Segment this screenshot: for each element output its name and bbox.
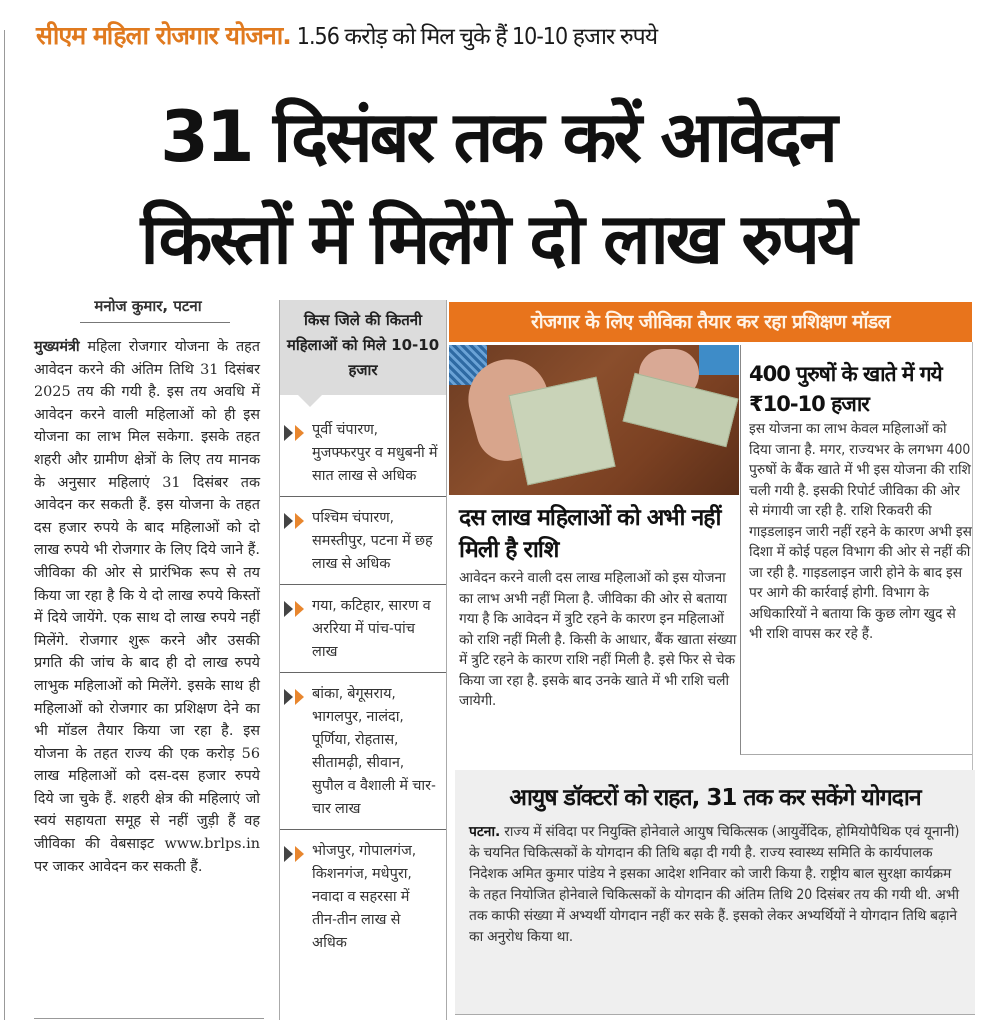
- headline-line-1: 31 दिसंबर तक करें आवेदन: [160, 96, 835, 178]
- chevron-double-right-icon: [284, 595, 312, 664]
- main-story: [34, 336, 260, 878]
- sidebox-title: किस जिले की कितनी महिलाओं को मिले 10-10 हजार: [280, 300, 446, 395]
- story-body: आवेदन करने वाली दस लाख महिलाओं को इस योजना का लाभ अभी नहीं मिला है. जीविका की ओर से बताया गया है कि आवेदन में त्रुटि रहने के कारण इन महिलाओं को राशि नहीं मिली है. किसी के आधार, बैंक खाता संख्या में त्रुटि रहने के कारण राशि नहीं मिली है. इसे फिर से चेक किया जा रहा है. इसके बाद उनके खाते में भी राशि चली जायेगी.: [459, 570, 737, 709]
- currency-note-illustration: [623, 373, 739, 447]
- main-story-lead: मुख्यमंत्री: [34, 339, 80, 355]
- currency-note-illustration: [508, 377, 615, 486]
- story-unpaid-women: [459, 502, 739, 712]
- list-item: पूर्वी चंपारण, मुजफ्फरपुर व मधुबनी में सात लाख से अधिक: [280, 413, 446, 497]
- list-item: बांका, बेगूसराय, भागलपुर, नालंदा, पूर्णिया, रोहतास, सीतामढ़ी, सीवान, सुपौल व वैशाली में चार-चार लाख: [280, 677, 446, 830]
- story-headline: 400 पुरुषों के खाते में गये ₹10-10 हजार: [749, 362, 942, 416]
- currency-photo: [449, 345, 739, 495]
- kicker-text: 1.56 करोड़ को मिल चुके हैं 10-10 हजार रुपये: [296, 24, 658, 50]
- story-men-accounts: [740, 345, 972, 755]
- section-banner: रोजगार के लिए जीविका तैयार कर रहा प्रशिक्षण मॉडल: [449, 302, 972, 342]
- story-headline: आयुष डॉक्टरों को राहत, 31 तक कर सकेंगे योगदान: [509, 785, 921, 811]
- byline-divider: [80, 322, 230, 323]
- kicker-label: सीएम महिला रोजगार योजना.: [36, 21, 291, 50]
- chevron-double-right-icon: [284, 419, 312, 488]
- story-ayush-doctors: [455, 770, 975, 1015]
- story-dateline: पटना.: [469, 824, 501, 840]
- kicker: [36, 18, 986, 64]
- column-divider: [972, 342, 973, 772]
- story-body: पटना. राज्य में संविदा पर नियुक्ति होनेवाले आयुष चिकित्सक (आयुर्वेदिक, होमियोपैथिक एवं यूनानी) के चयनित चिकित्सकों के योगदान की तिथि बढ़ा दी गयी है. राज्य स्वास्थ्य समिति के कार्यपालक निदेशक अमित कुमार पांडेय ने इसका आदेश शनिवार को जारी किया है. राष्ट्रीय बाल सुरक्षा कार्यक्रम के तहत नियोजित होनेवाले चिकित्सकों के योगदान की अंतिम तिथि 20 दिसंबर तय की गयी थी. अभी तक काफी संख्या में अभ्यर्थी योगदान नहीं कर सके हैं. इसको लेकर अभ्यर्थियों ने योगदान तिथि बढ़ाने का अनुरोध किया था.: [469, 824, 960, 945]
- headline-line-2: किस्तों में मिलेंगे दो लाख रुपये: [140, 198, 855, 280]
- column-divider: [34, 1018, 264, 1019]
- byline: मनोज कुमार, पटना: [94, 297, 202, 315]
- chevron-double-right-icon: [284, 840, 312, 955]
- story-headline: दस लाख महिलाओं को अभी नहीं मिली है राशि: [459, 505, 721, 563]
- sidebox-list: [280, 395, 446, 963]
- chevron-double-right-icon: [284, 683, 312, 821]
- district-sidebox: [279, 300, 447, 1020]
- list-item: भोजपुर, गोपालगंज, किशनगंज, मधेपुरा, नवादा व सहरसा में तीन-तीन लाख से अधिक: [280, 834, 446, 963]
- story-body: इस योजना का लाभ केवल महिलाओं को दिया जाना है. मगर, राज्यभर के लगभग 400 पुरुषों के बैंक खाते में भी इस योजना की राशि चली गयी है. इसकी रिपोर्ट जीविका की ओर से मंगायी जा रही है. राशि रिकवरी की गाइडलाइन जारी नहीं रहने के कारण अभी इस दिशा में कोई पहल विभाग की ओर से नहीं की जा रही है. गाइडलाइन जारी होने के बाद इस पर आगे की कार्रवाई होगी. विभाग के अधिकारियों ने बताया कि कुछ लोग खुद से भी राशि वापस कर रहे हैं.: [749, 421, 972, 642]
- list-item: पश्चिम चंपारण, समस्तीपुर, पटना में छह लाख से अधिक: [280, 501, 446, 585]
- chevron-double-right-icon: [284, 507, 312, 576]
- main-story-body: महिला रोजगार योजना के तहत आवेदन करने की अंतिम तिथि 31 दिसंबर 2025 तय की गयी है. इस तय अवधि में आवेदन करने वाली महिलाओं को ही इस योजना का लाभ मिल सकेगा. इसके तहत शहरी और ग्रामीण क्षेत्रों के लिए तय मानक के अनुसार महिलाएं 31 दिसंबर तक आवेदन कर सकती हैं. इस योजना के तहत दस हजार रुपये के बाद महिलाओं को दो लाख रुपये भी रोजगार के लिए दिये जाने हैं. जीविका की ओर से प्रारंभिक रूप से तय किया जा रहा है कि ये दो लाख रुपये किस्तों में दिये जायेंगे. एक साथ दो लाख रुपये नहीं मिलेंगे. रोजगार शुरू करने और उसकी प्रगति की जांच के बाद ही दो लाख रुपये लाभुक महिलाओं को मिलेंगे. इसके साथ ही महिलाओं को रोजगार का प्रशिक्षण देने का भी मॉडल तैयार किया जा रहा है. इस योजना के तहत राज्य की एक करोड़ 56 लाख महिलाओं को दस-दस हजार रुपये दिये जा चुके हैं. शहरी क्षेत्र की महिलाएं जो स्वयं सहायता समूह से नहीं जुड़ी हैं वह जीविका की वेबसाइट www.brlps.in पर जाकर आवेदन कर सकती हैं.: [34, 339, 261, 875]
- list-item: गया, कटिहार, सारण व अररिया में पांच-पांच लाख: [280, 589, 446, 673]
